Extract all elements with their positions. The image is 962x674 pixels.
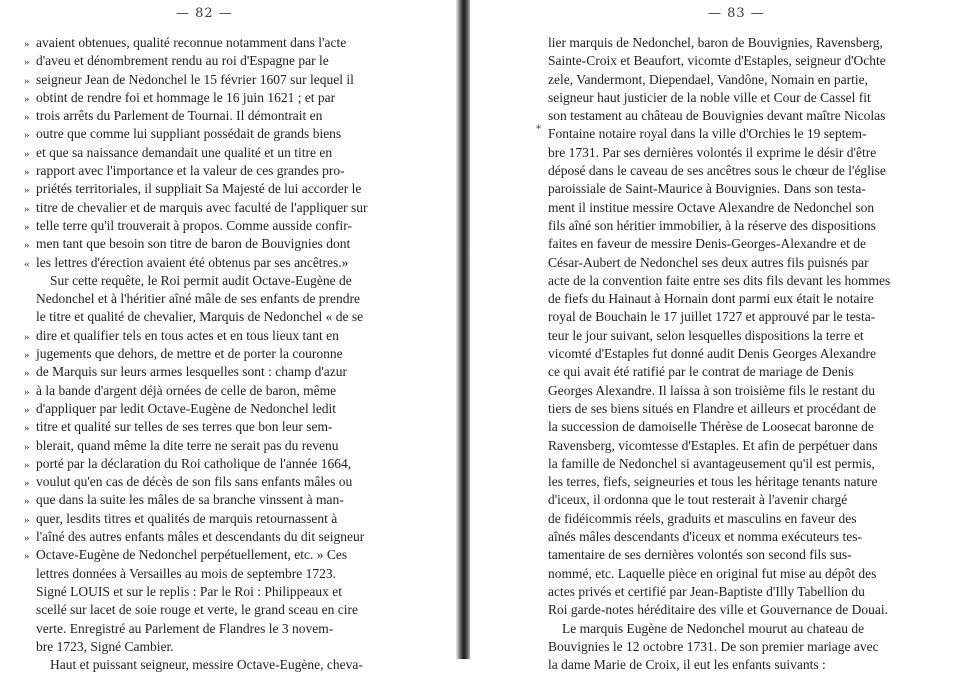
quote-mark: » xyxy=(24,92,30,105)
text-line xyxy=(548,71,932,89)
text-line xyxy=(24,162,398,180)
line-text: à la bande d'argent déjà ornées de celle de baron, même xyxy=(36,382,337,398)
text-line xyxy=(24,400,398,418)
text-line xyxy=(24,510,398,528)
line-text: teur le jour suivant, selon lesquelles dispositions la terre et xyxy=(548,327,864,343)
text-line xyxy=(548,546,932,564)
quote-mark: « xyxy=(24,257,30,270)
line-text: le titre et qualité de chevalier, Marquis de Nedonchel « de se xyxy=(36,309,364,325)
right-page-text xyxy=(548,34,932,674)
line-text: rapport avec l'importance et la valeur de ces grandes pro- xyxy=(36,163,345,179)
text-line xyxy=(548,583,932,601)
line-text: que dans la suite les mâles de sa branche vinssent à man- xyxy=(36,492,344,508)
text-line xyxy=(548,638,932,656)
text-line xyxy=(24,363,398,381)
text-line xyxy=(548,217,932,235)
line-text: seigneur Jean de Nedonchel le 15 février 1607 sur lequel il xyxy=(36,71,354,87)
page-number-right: — 83 — xyxy=(708,6,765,21)
line-text: fils aîné son héritier immobilier, à la réserve des dispositions xyxy=(548,217,876,233)
text-line xyxy=(24,565,398,583)
quote-mark: » xyxy=(24,385,30,398)
line-text: priétés territoriales, il suppliait Sa Majesté de lui accorder le xyxy=(36,181,362,197)
line-text: d'iceux, il ordonna que le tout resterait à l'avenir chargé xyxy=(548,492,848,508)
line-text: la succession de damoiselle Thérèse de Loosecat baronne de xyxy=(548,419,874,435)
line-text: nommé, etc. Laquelle pièce en original fut mise au dépôt des xyxy=(548,565,877,581)
text-line xyxy=(548,400,932,418)
text-line xyxy=(548,418,932,436)
quote-mark: » xyxy=(24,477,30,490)
line-text: voulut qu'en cas de décès de son fils sans enfants mâles ou xyxy=(36,474,353,490)
text-line xyxy=(548,565,932,583)
line-text: de Marquis sur leurs armes lesquelles sont : champ d'azur xyxy=(36,364,347,380)
text-line xyxy=(548,601,932,619)
text-line xyxy=(24,34,398,52)
quote-mark: » xyxy=(24,56,30,69)
line-text: Nedonchel et à l'héritier aîné mâle de ses enfants de prendre xyxy=(36,291,361,307)
line-text: seigneur haut justicier de la noble ville et Cour de Cassel fit xyxy=(548,89,871,105)
line-text: quer, lesdits titres et qualités de marquis retournassent à xyxy=(36,510,338,526)
quote-mark: » xyxy=(24,440,30,453)
line-text: paroissiale de Saint-Maurice à Bouvignies. Dans son testa- xyxy=(548,181,866,197)
text-line xyxy=(24,455,398,473)
line-text: la famille de Nedonchel si avantageusement qu'il est permis, xyxy=(548,455,875,471)
text-line xyxy=(548,125,932,143)
line-text: men tant que besoin son titre de baron de Bouvignies dont xyxy=(36,236,351,252)
quote-mark: » xyxy=(24,458,30,471)
text-line xyxy=(24,528,398,546)
text-line xyxy=(24,418,398,436)
line-text: titre et qualité sur telles de ses terres que bon leur sem- xyxy=(36,419,333,435)
line-text: tamentaire de ses dernières volontés son second fils sus- xyxy=(548,547,852,563)
line-text: Sainte-Croix et Beaufort, vicomte d'Estaples, seigneur d'Ochte xyxy=(548,53,886,69)
text-line xyxy=(24,125,398,143)
quote-mark: » xyxy=(24,147,30,160)
text-line xyxy=(24,254,398,272)
line-text: l'aîné des autres enfants mâles et descendants du dit seigneur xyxy=(36,529,365,545)
text-line xyxy=(548,620,932,638)
left-page xyxy=(0,0,458,673)
line-text: vicomté d'Estaples fut donné audit Denis Georges Alexandre xyxy=(548,346,876,362)
text-line xyxy=(24,491,398,509)
right-page xyxy=(470,0,962,673)
text-line xyxy=(548,107,932,125)
text-line xyxy=(548,89,932,107)
line-text: obtint de rendre foi et hommage le 16 juin 1621 ; et par xyxy=(36,89,336,105)
text-line xyxy=(548,363,932,381)
line-text: d'aveu et dénombrement rendu au roi d'Espagne par le xyxy=(36,53,329,69)
line-text: lier marquis de Nedonchel, baron de Bouvignies, Ravensberg, xyxy=(548,35,883,50)
text-line xyxy=(24,235,398,253)
line-text: Le marquis Eugène de Nedonchel mourut au chateau de xyxy=(562,620,865,636)
quote-mark: » xyxy=(24,166,30,179)
text-line xyxy=(548,528,932,546)
quote-mark: » xyxy=(24,403,30,416)
line-text: d'appliquer par ledit Octave-Eugène de Nedonchel ledit xyxy=(36,400,337,416)
text-line xyxy=(24,308,398,326)
text-line xyxy=(24,144,398,162)
line-text: Fontaine notaire royal dans la ville d'Orchies le 19 septem- xyxy=(548,126,867,142)
quote-mark: » xyxy=(24,202,30,215)
line-text: dire et qualifier tels en tous actes et en tous lieux tant en xyxy=(36,327,339,343)
line-text: jugements que dehors, de mettre et de porter la couronne xyxy=(36,346,343,362)
text-line xyxy=(548,235,932,253)
quote-mark: » xyxy=(24,129,30,142)
line-text: Ravensberg, vicomtesse d'Estaples. Et afin de perpétuer dans xyxy=(548,437,878,453)
line-text: César-Aubert de Nedonchel ses deux autres fils puisnés par xyxy=(548,254,869,270)
quote-mark: » xyxy=(24,367,30,380)
text-line xyxy=(24,107,398,125)
text-line xyxy=(24,583,398,601)
line-text: la dame Marie de Croix, il eut les enfants suivants : xyxy=(548,657,826,673)
line-text: bre 1731. Par ses dernières volontés il exprime le désir d'être xyxy=(548,144,877,160)
text-line xyxy=(548,455,932,473)
line-text: faites en faveur de messire Denis-Georges-Alexandre et de xyxy=(548,236,866,252)
line-text: zele, Vandermont, Diependael, Vandône, Nomain en partie, xyxy=(548,71,869,87)
line-text: verte. Enregistré au Parlement de Flandres le 3 novem- xyxy=(36,620,334,636)
quote-mark: » xyxy=(24,330,30,343)
quote-mark: » xyxy=(24,38,30,50)
quote-mark: » xyxy=(24,532,30,545)
line-text: scellé sur lacet de soie rouge et verte, le grand sceau en cire xyxy=(36,602,358,618)
text-line xyxy=(548,254,932,272)
text-line xyxy=(24,638,398,656)
text-line xyxy=(548,52,932,70)
text-line xyxy=(548,199,932,217)
line-text: avaient obtenues, qualité reconnue notamment dans l'acte xyxy=(36,35,347,50)
left-page-text xyxy=(24,34,398,674)
text-line xyxy=(548,308,932,326)
text-line xyxy=(548,272,932,290)
text-line xyxy=(24,473,398,491)
line-text: Georges Alexandre. Il laissa à son troisième fils le restant du xyxy=(548,382,876,398)
line-text: son testament au château de Bouvignies devant maître Nicolas xyxy=(548,108,886,124)
text-line xyxy=(548,34,932,52)
line-text: trois arrêts du Parlement de Tournai. Il démontrait en xyxy=(36,108,323,124)
text-line xyxy=(24,345,398,363)
line-text: lettres données à Versailles au mois de septembre 1723. xyxy=(36,565,337,581)
text-line xyxy=(24,217,398,235)
line-text: actes privés et certifié par Jean-Baptiste d'Illy Tabellion du xyxy=(548,583,865,599)
line-text: Sur cette requête, le Roi permit audit Octave-Eugène de xyxy=(50,272,352,288)
text-line xyxy=(24,272,398,290)
line-text: aînés mâles descendants d'iceux et nomma exécuteurs tes- xyxy=(548,529,862,545)
quote-mark: » xyxy=(24,111,30,124)
quote-mark: » xyxy=(24,220,30,233)
quote-mark: » xyxy=(24,550,30,563)
line-text: blerait, quand même la dite terre ne serait pas du revenu xyxy=(36,437,339,453)
quote-mark: » xyxy=(24,513,30,526)
text-line xyxy=(24,290,398,308)
line-text: telle terre qu'il trouverait à propos. Comme ausside confir- xyxy=(36,217,352,233)
line-text: porté par la déclaration du Roi catholique de l'année 1664, xyxy=(36,455,352,471)
line-text: les lettres d'érection avaient été obtenus par ses ancêtres.» xyxy=(36,254,349,270)
text-line xyxy=(24,546,398,564)
line-text: ment il institue messire Octave Alexandre de Nedonchel son xyxy=(548,199,875,215)
line-text: de fidéicommis réels, graduits et masculins en faveur des xyxy=(548,510,857,526)
quote-mark: » xyxy=(24,495,30,508)
line-text: royal de Bouchain le 17 juillet 1727 et approuvé par le testa- xyxy=(548,309,876,325)
line-text: de fiefs du Hainaut à Hornain dont parmi eux était le notaire xyxy=(548,291,874,307)
text-line xyxy=(548,327,932,345)
quote-mark: » xyxy=(24,184,30,197)
line-text: bre 1723, Signé Cambier. xyxy=(36,638,174,654)
text-line xyxy=(24,327,398,345)
line-text: Bouvignies le 12 octobre 1731. De son premier mariage avec xyxy=(548,638,879,654)
line-text: Haut et puissant seigneur, messire Octave-Eugène, cheva- xyxy=(50,657,363,673)
margin-mark: * xyxy=(536,124,541,135)
text-line xyxy=(24,180,398,198)
line-text: et que sa naissance demandait une qualité et un titre en xyxy=(36,144,333,160)
line-text: Signé LOUIS et sur le replis : Par le Roi : Philippeaux et xyxy=(36,583,342,599)
line-text: déposé dans le caveau de ses ancêtres sous le chœur de l'église xyxy=(548,163,886,179)
line-text: les terres, fiefs, seigneuries et tous les héritage tenants nature xyxy=(548,474,878,490)
line-text: acte de la convention faite entre ses dits fils devant les hommes xyxy=(548,272,891,288)
text-line xyxy=(24,89,398,107)
text-line xyxy=(548,382,932,400)
text-line xyxy=(548,345,932,363)
quote-mark: » xyxy=(24,422,30,435)
line-text: tiers de ses biens situés en Flandre et ailleurs et procédant de xyxy=(548,400,877,416)
text-line xyxy=(548,473,932,491)
text-line xyxy=(24,52,398,70)
text-line xyxy=(24,437,398,455)
text-line xyxy=(548,437,932,455)
text-line xyxy=(548,180,932,198)
text-line xyxy=(548,290,932,308)
quote-mark: » xyxy=(24,239,30,252)
text-line xyxy=(24,620,398,638)
line-text: ce qui avait été ratifié par le contrat de mariage de Denis xyxy=(548,364,854,380)
text-line xyxy=(548,162,932,180)
quote-mark: » xyxy=(24,74,30,87)
line-text: Roi garde-notes héréditaire des ville et Gouvernance de Douai. xyxy=(548,602,888,618)
page-number-left: — 82 — xyxy=(176,6,233,21)
text-line xyxy=(548,510,932,528)
text-line xyxy=(24,382,398,400)
quote-mark: » xyxy=(24,349,30,362)
line-text: outre que comme lui suppliant possédait de grands biens xyxy=(36,126,342,142)
text-line xyxy=(24,199,398,217)
text-line xyxy=(548,491,932,509)
text-line xyxy=(548,144,932,162)
line-text: titre de chevalier et de marquis avec faculté de l'appliquer sur xyxy=(36,199,368,215)
text-line xyxy=(24,601,398,619)
line-text: Octave-Eugène de Nedonchel perpétuellement, etc. » Ces xyxy=(36,547,348,563)
text-line xyxy=(24,71,398,89)
